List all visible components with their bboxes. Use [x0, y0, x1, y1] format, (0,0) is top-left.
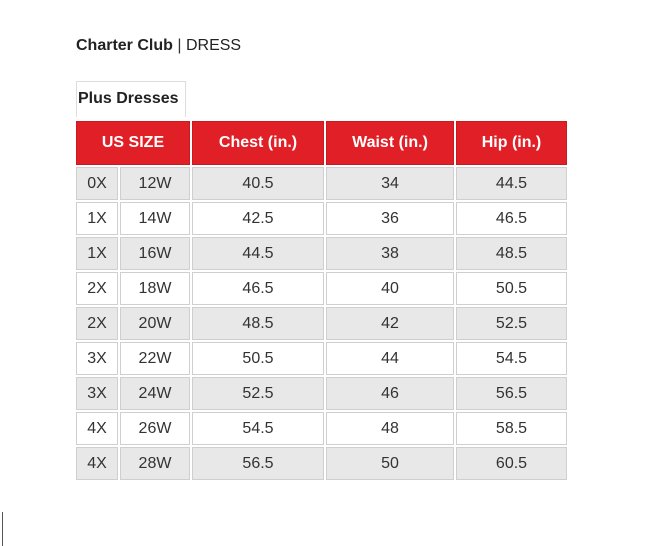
cell-alpha-size: 1X: [76, 237, 118, 270]
cell-women-size: 18W: [120, 272, 190, 305]
table-row: [76, 237, 567, 270]
cell-waist: 34: [326, 167, 454, 200]
table-row: [76, 307, 567, 340]
cell-alpha-size: 3X: [76, 377, 118, 410]
left-edge-rule: [2, 512, 3, 546]
cell-alpha-size: 1X: [76, 202, 118, 235]
header-us-size: US SIZE: [76, 121, 190, 165]
cell-waist: 44: [326, 342, 454, 375]
header-chest: Chest (in.): [192, 121, 324, 165]
table-row: [76, 412, 567, 445]
cell-alpha-size: 4X: [76, 412, 118, 445]
cell-chest: 52.5: [192, 377, 324, 410]
cell-waist: 50: [326, 447, 454, 480]
cell-hip: 56.5: [456, 377, 567, 410]
cell-alpha-size: 0X: [76, 167, 118, 200]
cell-women-size: 24W: [120, 377, 190, 410]
cell-waist: 38: [326, 237, 454, 270]
cell-hip: 44.5: [456, 167, 567, 200]
table-row: [76, 342, 567, 375]
table-row: [76, 377, 567, 410]
cell-chest: 48.5: [192, 307, 324, 340]
cell-chest: 42.5: [192, 202, 324, 235]
header-hip: Hip (in.): [456, 121, 567, 165]
cell-women-size: 16W: [120, 237, 190, 270]
cell-women-size: 26W: [120, 412, 190, 445]
cell-alpha-size: 2X: [76, 272, 118, 305]
table-row: [76, 167, 567, 200]
cell-women-size: 22W: [120, 342, 190, 375]
table-body: [76, 167, 567, 480]
section-title-plus-dresses: Plus Dresses: [76, 81, 186, 117]
table-header-row: [76, 121, 567, 165]
cell-waist: 46: [326, 377, 454, 410]
cell-hip: 60.5: [456, 447, 567, 480]
category-name: DRESS: [185, 37, 242, 54]
cell-hip: 58.5: [456, 412, 567, 445]
brand-heading: [76, 36, 241, 56]
cell-hip: 50.5: [456, 272, 567, 305]
cell-waist: 48: [326, 412, 454, 445]
cell-chest: 40.5: [192, 167, 324, 200]
cell-alpha-size: 2X: [76, 307, 118, 340]
cell-chest: 56.5: [192, 447, 324, 480]
cell-chest: 46.5: [192, 272, 324, 305]
cell-waist: 40: [326, 272, 454, 305]
cell-chest: 44.5: [192, 237, 324, 270]
table-row: [76, 202, 567, 235]
cell-alpha-size: 4X: [76, 447, 118, 480]
size-chart-table: [74, 119, 569, 482]
cell-chest: 50.5: [192, 342, 324, 375]
cell-waist: 36: [326, 202, 454, 235]
table-row: [76, 272, 567, 305]
table-row: [76, 447, 567, 480]
cell-women-size: 20W: [120, 307, 190, 340]
cell-alpha-size: 3X: [76, 342, 118, 375]
cell-hip: 48.5: [456, 237, 567, 270]
brand-name: Charter Club: [76, 37, 173, 54]
cell-women-size: 12W: [120, 167, 190, 200]
cell-chest: 54.5: [192, 412, 324, 445]
cell-waist: 42: [326, 307, 454, 340]
header-waist: Waist (in.): [326, 121, 454, 165]
cell-hip: 54.5: [456, 342, 567, 375]
cell-women-size: 14W: [120, 202, 190, 235]
cell-hip: 46.5: [456, 202, 567, 235]
brand-separator: |: [177, 37, 182, 54]
cell-women-size: 28W: [120, 447, 190, 480]
cell-hip: 52.5: [456, 307, 567, 340]
